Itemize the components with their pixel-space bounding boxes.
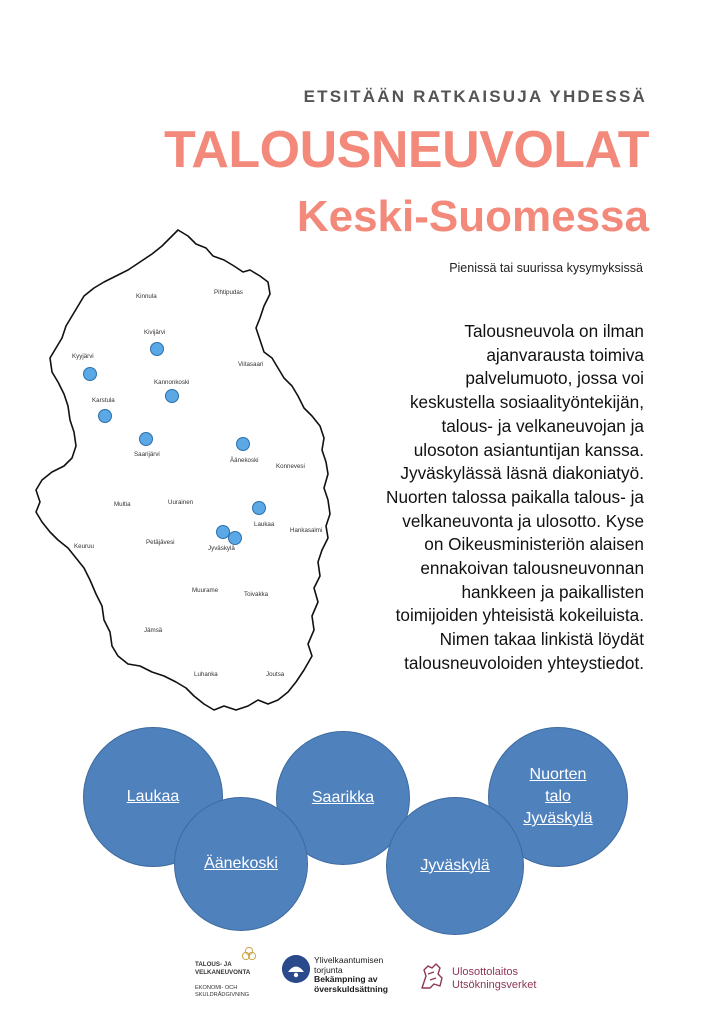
map-label: Kinnula <box>136 293 157 300</box>
lion-emblem-icon <box>418 960 446 992</box>
logo-line: SKULDRÅDGIVNING <box>195 992 250 998</box>
description-line: Jyväskylässä läsnä diakoniatyö. <box>400 463 644 484</box>
link-line: talo <box>545 788 571 805</box>
description-line: talousneuvoloiden yhteystiedot. <box>404 652 644 673</box>
aanekoski-link[interactable]: Äänekoski <box>204 855 278 872</box>
description-line: hankkeen ja paikallisten <box>461 581 644 602</box>
page-subtitle: Keski-Suomessa <box>296 192 649 241</box>
location-marker-karstula[interactable] <box>99 410 112 423</box>
location-marker-aanekoski[interactable] <box>237 438 250 451</box>
map-label: Hankasalmi <box>290 527 323 534</box>
page-title: TALOUSNEUVOLAT <box>163 121 649 179</box>
location-marker-laukaa[interactable] <box>253 502 266 515</box>
laukaa-link[interactable]: Laukaa <box>126 788 180 805</box>
region-outline <box>36 230 330 710</box>
jyvaskyla-circle[interactable] <box>386 797 524 935</box>
map-label: Saarijärvi <box>134 451 160 458</box>
map-label: Viitasaari <box>238 361 264 368</box>
saarikka-link[interactable]: Saarikka <box>311 789 375 806</box>
location-marker-kivijarvi[interactable] <box>151 343 164 356</box>
logo-line: EKONOMI- OCH <box>195 985 238 991</box>
aanekoski-circle[interactable] <box>174 797 308 931</box>
map-label: Jämsä <box>144 627 163 634</box>
logo-line: överskuldsättning <box>314 983 389 994</box>
map-label: Kannonkoski <box>154 379 190 386</box>
description-line: velkaneuvonta ja ulosotto. Kyse <box>402 510 644 531</box>
description-line: on Oikeusministeriön alaisen <box>424 534 644 555</box>
description-line: Talousneuvola on ilman <box>464 321 644 341</box>
description-line: toimijoiden yhteisistä kokeiluista. <box>395 605 644 626</box>
jyvaskyla-link[interactable]: Jyväskylä <box>420 857 490 874</box>
logo-line: TALOUS- JA <box>195 961 232 968</box>
logo-line: Bekämpning av <box>314 974 378 985</box>
talousneuvonta-logo-subtext <box>195 985 249 999</box>
map-label: Pihtipudas <box>214 289 243 296</box>
location-marker-jyvaskyla-2[interactable] <box>229 532 242 545</box>
map-label: Jyväskylä <box>208 545 235 552</box>
map-label: Laukaa <box>254 521 275 528</box>
logo-line: torjunta <box>314 964 343 975</box>
logo-line: Ulosottolaitos <box>452 966 519 978</box>
location-marker-kyyjarvi[interactable] <box>84 368 97 381</box>
ylivelkaantumisen-torjunta-logo-icon <box>282 955 310 983</box>
map-label: Uurainen <box>168 499 194 506</box>
description-line: talous- ja velkaneuvojan ja <box>441 415 644 436</box>
description-line: Nuorten talossa paikalla talous- ja <box>386 486 644 507</box>
map-label: Kivijärvi <box>144 329 166 336</box>
map-label: Kyyjärvi <box>72 353 94 360</box>
map-label: Joutsa <box>266 671 285 678</box>
logo-line: Ylivelkaantumisen <box>314 955 384 965</box>
region-map <box>28 226 338 716</box>
location-marker-kannonkoski[interactable] <box>166 390 179 403</box>
map-label: Luhanka <box>194 671 218 678</box>
talousneuvonta-logo-text <box>195 961 250 977</box>
description-line: ulosoton asiantuntijan kanssa. <box>413 439 644 460</box>
eyebrow-heading: ETSITÄÄN RATKAISUJA YHDESSÄ <box>303 87 647 106</box>
link-line: Nuorten <box>529 766 587 783</box>
description-text <box>352 320 644 676</box>
link-line: Jyväskylä <box>523 810 593 827</box>
ylivelkaantumisen-torjunta-logo-text <box>314 956 388 994</box>
nuorten-talo-link[interactable] <box>513 764 602 830</box>
map-label: Keuruu <box>74 543 94 550</box>
ulosottolaitos-logo-text <box>452 966 536 991</box>
logo-line: Utsökningsverket <box>452 978 537 991</box>
location-marker-jyvaskyla-1[interactable] <box>217 526 230 539</box>
map-label: Multia <box>114 501 131 508</box>
description-line: Nimen takaa linkistä löydät <box>439 629 644 650</box>
description-line: keskustella sosiaalityöntekijän, <box>409 392 644 413</box>
map-label: Toivakka <box>244 591 269 598</box>
location-marker-saarijarvi[interactable] <box>140 433 153 446</box>
logo-line: VELKANEUVONTA <box>195 969 251 976</box>
map-label: Muurame <box>192 587 219 594</box>
description-line: ennakoivan talousneuvonnan <box>420 558 644 579</box>
map-label: Äänekoski <box>230 457 259 464</box>
map-label: Konnevesi <box>276 463 305 470</box>
description-line: palvelumuoto, jossa voi <box>465 368 644 389</box>
tagline: Pienissä tai suurissa kysymyksissä <box>449 261 643 275</box>
description-line: ajanvarausta toimiva <box>486 344 644 365</box>
map-label: Karstula <box>92 397 115 404</box>
map-label: Petäjävesi <box>146 539 175 546</box>
